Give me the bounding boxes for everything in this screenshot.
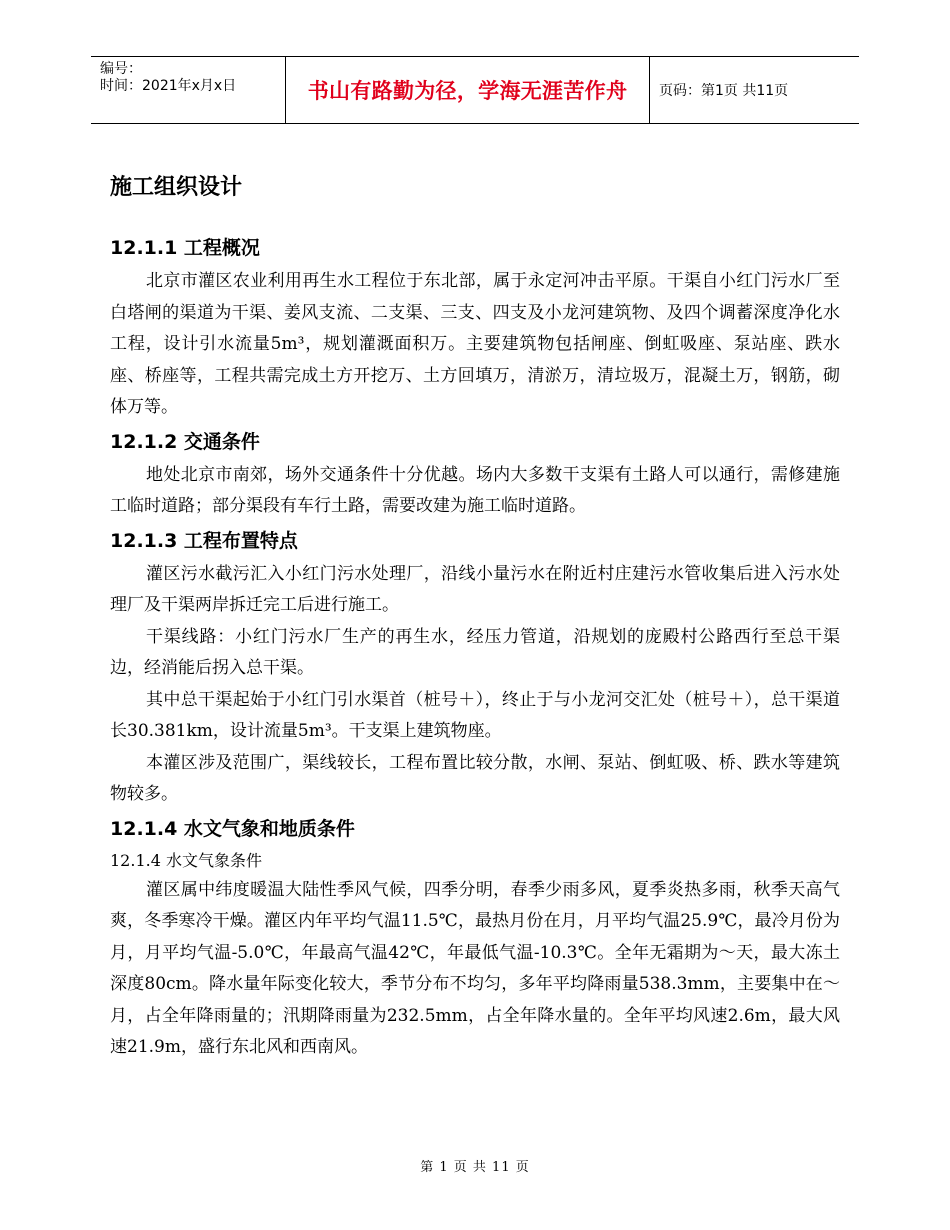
header-time: 时间：2021年x月x日 [100,78,237,94]
section-paragraph: 干渠线路：小红门污水厂生产的再生水，经压力管道，沿规划的庞殿村公路西行至总干渠边，经消能后拐入总干渠。 [110,626,840,678]
subsection-heading: 12.1.4 水文气象条件 [110,850,262,870]
section-paragraph: 其中总干渠起始于小红门引水渠首（桩号＋），终止于与小龙河交汇处（桩号＋），总干渠道长30.381km，设计流量5m³。干支渠上建筑物座。 [110,689,840,741]
section-paragraph: 本灌区涉及范围广，渠线较长，工程布置比较分散，水闸、泵站、倒虹吸、桥、跌水等建筑物较多。 [110,752,840,804]
document-title: 施工组织设计 [110,175,243,200]
section-paragraph: 灌区属中纬度暖温大陆性季风气候，四季分明，春季少雨多风，夏季炎热多雨，秋季天高气爽，冬季寒冷干燥。灌区内年平均气温11.5℃，最热月份在月，月平均气温25.9℃，最冷月份为月，月平均气温-5.0℃，年最高气温42℃，年最低气温-10.3℃。全年无霜期为～天，最大冻土深度80cm。降水量年际变化较大，季节分布不均匀，多年平均降雨量538.3mm，主要集中在～月，占全年降雨量的；汛期降雨量为232.5mm，占全年降水量的。全年平均风速2.6m，最大风速21.9m，盛行东北风和西南风。 [110,879,840,1057]
section-paragraph: 灌区污水截污汇入小红门污水处理厂，沿线小量污水在附近村庄建污水管收集后进入污水处理厂及干渠两岸拆迁完工后进行施工。 [110,563,840,615]
header-page: 页码：第1页 共11页 [659,83,789,99]
header-motto-cell [286,57,650,123]
section-heading: 12.1.1 工程概况 [110,237,260,259]
section-paragraph: 北京市灌区农业利用再生水工程位于东北部，属于永定河冲击平原。干渠自小红门污水厂至白塔闸的渠道为干渠、姜风支流、二支渠、三支、四支及小龙河建筑物、及四个调蓄深度净化水工程，设计引水流量5m³，规划灌溉面积万。主要建筑物包括闸座、倒虹吸座、泵站座、跌水座、桥座等，工程共需完成土方开挖万、土方回填万，清淤万，清垃圾万，混凝土万，钢筋，砌体万等。 [110,271,840,417]
document-body [110,168,840,1064]
header-motto: 书山有路勤为径，学海无涯苦作舟 [307,79,628,103]
section-paragraph: 地处北京市南郊，场外交通条件十分优越。场内大多数干支渠有土路人可以通行，需修建施工临时道路；部分渠段有车行土路，需要改建为施工临时道路。 [110,464,840,516]
section-heading: 12.1.2 交通条件 [110,430,260,453]
page-header [91,56,859,124]
header-number: 编号： [100,61,142,77]
section-heading: 12.1.4 水文气象和地质条件 [110,817,355,840]
header-meta [91,57,286,123]
section-heading: 12.1.3 工程布置特点 [110,529,298,552]
page-footer: 第 1 页 共 11 页 [420,1160,530,1175]
